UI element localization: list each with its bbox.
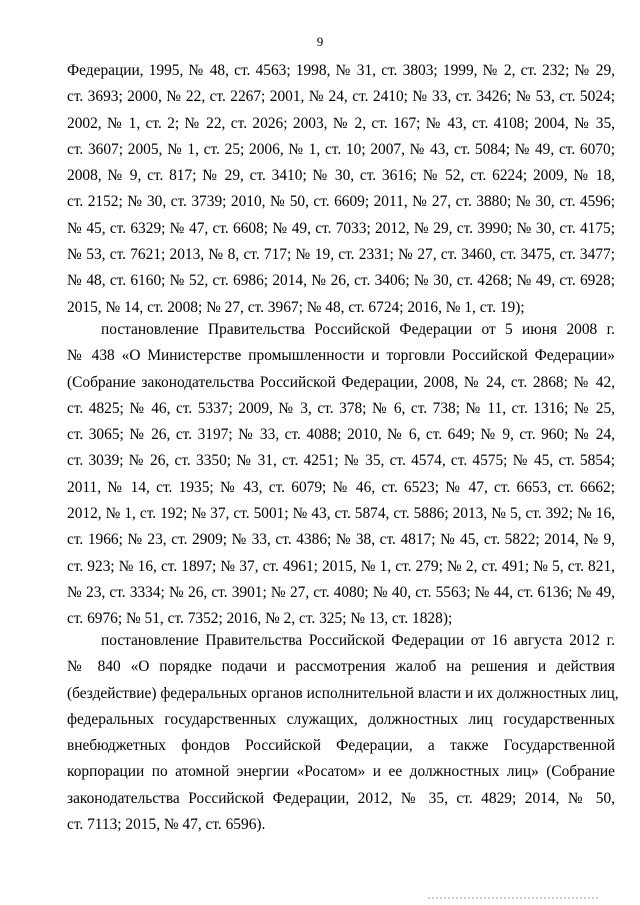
text-line: (бездействие) федеральных органов исполнительной власти и их должностных лиц, [67, 684, 619, 702]
text-line: № 45, ст. 6329; № 47, ст. 6608; № 49, ст. 7033; 2012, № 29, ст. 3990; № 30, ст. 4175; [67, 219, 615, 237]
page-number: 9 [316, 34, 324, 49]
text-line: ст. 6976; № 51, ст. 7352; 2016, № 2, ст. 325; № 13, ст. 1828); [67, 610, 453, 628]
text-line: ст. 923; № 16, ст. 1897; № 37, ст. 4961; 2015, № 1, ст. 279; № 2, ст. 491; № 5, ст. 821, [67, 557, 615, 575]
text-line: ст. 4825; № 46, ст. 5337; 2009, № 3, ст. 378; № 6, ст. 738; № 11, ст. 1316; № 25, [67, 399, 615, 417]
text-line: № 438 «О Министерстве промышленности и торговли Российской Федерации» [67, 347, 615, 365]
paragraph-decree-438 [67, 317, 615, 633]
text-line: 2008, № 9, ст. 817; № 29, ст. 3410; № 30, ст. 3616; № 52, ст. 6224; 2009, № 18, [67, 167, 615, 185]
text-line: (Собрание законодательства Российской Федерации, 2008, № 24, ст. 2868; № 42, [67, 373, 615, 391]
text-line: законодательства Российской Федерации, 2012, № 35, ст. 4829; 2014, № 50, [67, 789, 615, 807]
text-line: ст. 3065; № 26, ст. 3197; № 33, ст. 4088; 2010, № 6, ст. 649; № 9, ст. 960; № 24, [67, 426, 615, 444]
text-line: № 840 «О порядке подачи и рассмотрения жалоб на решения и действия [67, 658, 615, 676]
scan-artifact [428, 897, 598, 905]
text-line: ст. 2152; № 30, ст. 3739; 2010, № 50, ст. 6609; 2011, № 27, ст. 3880; № 30, ст. 4596; [67, 193, 615, 211]
text-line: ст. 3693; 2000, № 22, ст. 2267; 2001, № 24, ст. 2410; № 33, ст. 3426; № 53, ст. 5024; [67, 88, 615, 106]
text-line: 2015, № 14, ст. 2008; № 27, ст. 3967; № 48, ст. 6724; 2016, № 1, ст. 19); [67, 298, 525, 316]
text-line: 2012, № 1, ст. 192; № 37, ст. 5001; № 43, ст. 5874, ст. 5886; 2013, № 5, ст. 392; № 16, [67, 505, 615, 523]
text-line: ст. 3607; 2005, № 1, ст. 25; 2006, № 1, ст. 10; 2007, № 43, ст. 5084; № 49, ст. 6070; [67, 140, 615, 158]
text-line: 2002, № 1, ст. 2; № 22, ст. 2026; 2003, № 2, ст. 167; № 43, ст. 4108; 2004, № 35, [67, 114, 615, 132]
text-line: постановление Правительства Российской Федерации от 5 июня 2008 г. [101, 321, 615, 338]
text-line: корпорации по атомной энергии «Росатом» и ее должностных лиц» (Собрание [67, 763, 615, 781]
text-line: постановление Правительства Российской Федерации от 16 августа 2012 г. [101, 632, 615, 649]
paragraph-decree-840 [67, 628, 619, 838]
text-line: ст. 7113; 2015, № 47, ст. 6596). [67, 816, 266, 834]
text-line: ст. 3039; № 26, ст. 3350; № 31, ст. 4251; № 35, ст. 4574, ст. 4575; № 45, ст. 5854; [67, 452, 615, 470]
text-line: ст. 1966; № 23, ст. 2909; № 33, ст. 4386; № 38, ст. 4817; № 45, ст. 5822; 2014, № 9, [67, 531, 615, 549]
text-line: внебюджетных фондов Российской Федерации, а также Государственной [67, 737, 615, 755]
text-line: федеральных государственных служащих, должностных лиц государственных [67, 710, 615, 728]
paragraph-references-continued [67, 58, 615, 321]
text-line: № 48, ст. 6160; № 52, ст. 6986; 2014, № 26, ст. 3406; № 30, ст. 4268; № 49, ст. 6928; [67, 272, 615, 290]
text-line: Федерации, 1995, № 48, ст. 4563; 1998, № 31, ст. 3803; 1999, № 2, ст. 232; № 29, [67, 62, 615, 79]
text-line: 2011, № 14, ст. 1935; № 43, ст. 6079; № 46, ст. 6523; № 47, ст. 6653, ст. 6662; [67, 478, 615, 496]
text-line: № 53, ст. 7621; 2013, № 8, ст. 717; № 19, ст. 2331; № 27, ст. 3460, ст. 3475, ст. 3477; [67, 246, 615, 264]
text-line: № 23, ст. 3334; № 26, ст. 3901; № 27, ст. 4080; № 40, ст. 5563; № 44, ст. 6136; № 49, [67, 583, 615, 601]
